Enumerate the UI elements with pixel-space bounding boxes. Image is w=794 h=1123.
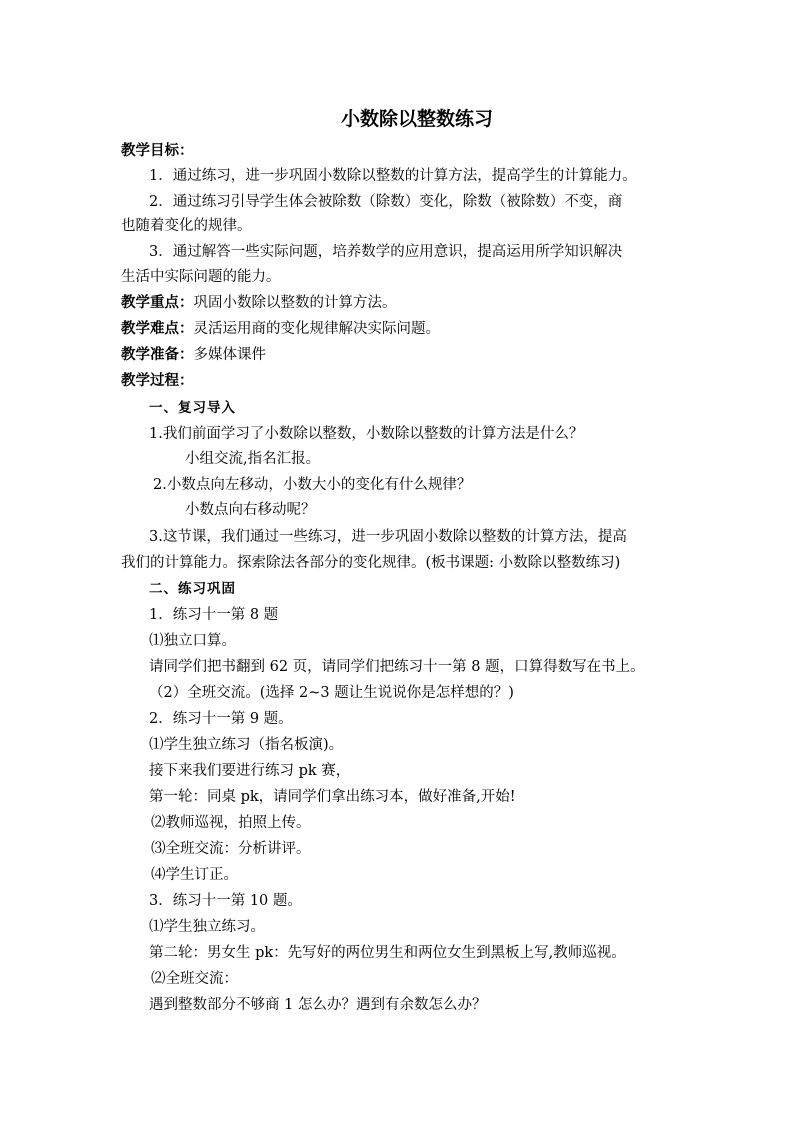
key-point-text: 巩固小数除以整数的计算方法。 (193, 295, 397, 311)
difficulty-text: 灵活运用商的变化规律解决实际问题。 (193, 321, 440, 337)
exercise-1-text: 请同学们把书翻到 62 页，请同学们把练习十一第 8 题，口算得数写在书上。 (149, 659, 645, 675)
exercise-1-step-1: ⑴独立口算。 (149, 633, 236, 649)
preparation-text: 多媒体课件 (193, 347, 266, 363)
document-title: 小数除以整数练习 (340, 108, 493, 130)
difficulty-label: 教学难点： (121, 321, 194, 337)
exercise-2-step-1: ⑴学生独立练习（指名板演)。 (149, 737, 344, 753)
section-1-answer-1: 小组交流,指名汇报。 (185, 451, 321, 467)
exercise-3-text: 第二轮：男女生 pk：先写好的两位男生和两位女生到黑板上写,教师巡视。 (149, 945, 626, 961)
exercise-1-title: 1．练习十一第 8 题 (149, 607, 279, 623)
preparation-label: 教学准备： (121, 347, 194, 363)
section-1-question-3-line-1: 3.这节课，我们通过一些练习，进一步巩固小数除以整数的计算方法，提高 (149, 529, 627, 545)
section-1-followup-2: 小数点向右移动呢？ (185, 502, 316, 518)
section-1-question-2: 2.小数点向左移动，小数大小的变化有什么规律？ (153, 477, 472, 493)
objectives-label: 教学目标： (121, 143, 194, 159)
exercise-3-question: 遇到整数部分不够商 1 怎么办？遇到有余数怎么办？ (149, 997, 487, 1013)
objective-item-3-line-2: 生活中实际问题的能力。 (121, 269, 281, 285)
exercise-2-text-1: 接下来我们要进行练习 pk 赛， (149, 763, 351, 779)
difficulty-row (121, 319, 440, 339)
exercise-2-step-2: ⑵教师巡视，拍照上传。 (151, 815, 311, 831)
section-1-question-1: 1.我们前面学习了小数除以整数，小数除以整数的计算方法是什么？ (149, 426, 584, 442)
exercise-2-step-4: ⑷学生订正。 (151, 867, 238, 883)
section-1-heading: 一、复习导入 (149, 400, 236, 416)
objective-item-3-line-1: 3．通过解答一些实际问题，培养数学的应用意识，提高运用所学知识解决 (149, 244, 623, 260)
preparation-row (121, 345, 266, 365)
objective-item-2-line-2: 也随着变化的规律。 (121, 218, 252, 234)
section-1-question-3-line-2: 我们的计算能力。探索除法各部分的变化规律。(板书课题: 小数除以整数练习) (121, 555, 621, 571)
exercise-2-step-3: ⑶全班交流：分析讲评。 (151, 841, 311, 857)
process-label: 教学过程： (121, 373, 194, 389)
objective-item-2-line-1: 2．通过练习引导学生体会被除数（除数）变化，除数（被除数）不变，商 (149, 194, 623, 210)
exercise-3-title: 3．练习十一第 10 题。 (149, 893, 302, 909)
exercise-1-step-2: （2）全班交流。(选择 2~3 题让生说说你是怎样想的？) (149, 685, 514, 701)
key-point-label: 教学重点： (121, 295, 194, 311)
section-2-heading: 二、练习巩固 (149, 581, 236, 597)
exercise-3-step-2: ⑵全班交流： (151, 971, 238, 987)
key-point-row (121, 293, 397, 313)
exercise-3-step-1: ⑴学生独立练习。 (149, 919, 265, 935)
exercise-2-title: 2．练习十一第 9 题。 (149, 711, 293, 727)
exercise-2-text-2: 第一轮：同桌 pk，请同学们拿出练习本，做好准备,开始! (149, 789, 516, 805)
objective-item-1: 1．通过练习，进一步巩固小数除以整数的计算方法，提高学生的计算能力。 (149, 168, 637, 184)
